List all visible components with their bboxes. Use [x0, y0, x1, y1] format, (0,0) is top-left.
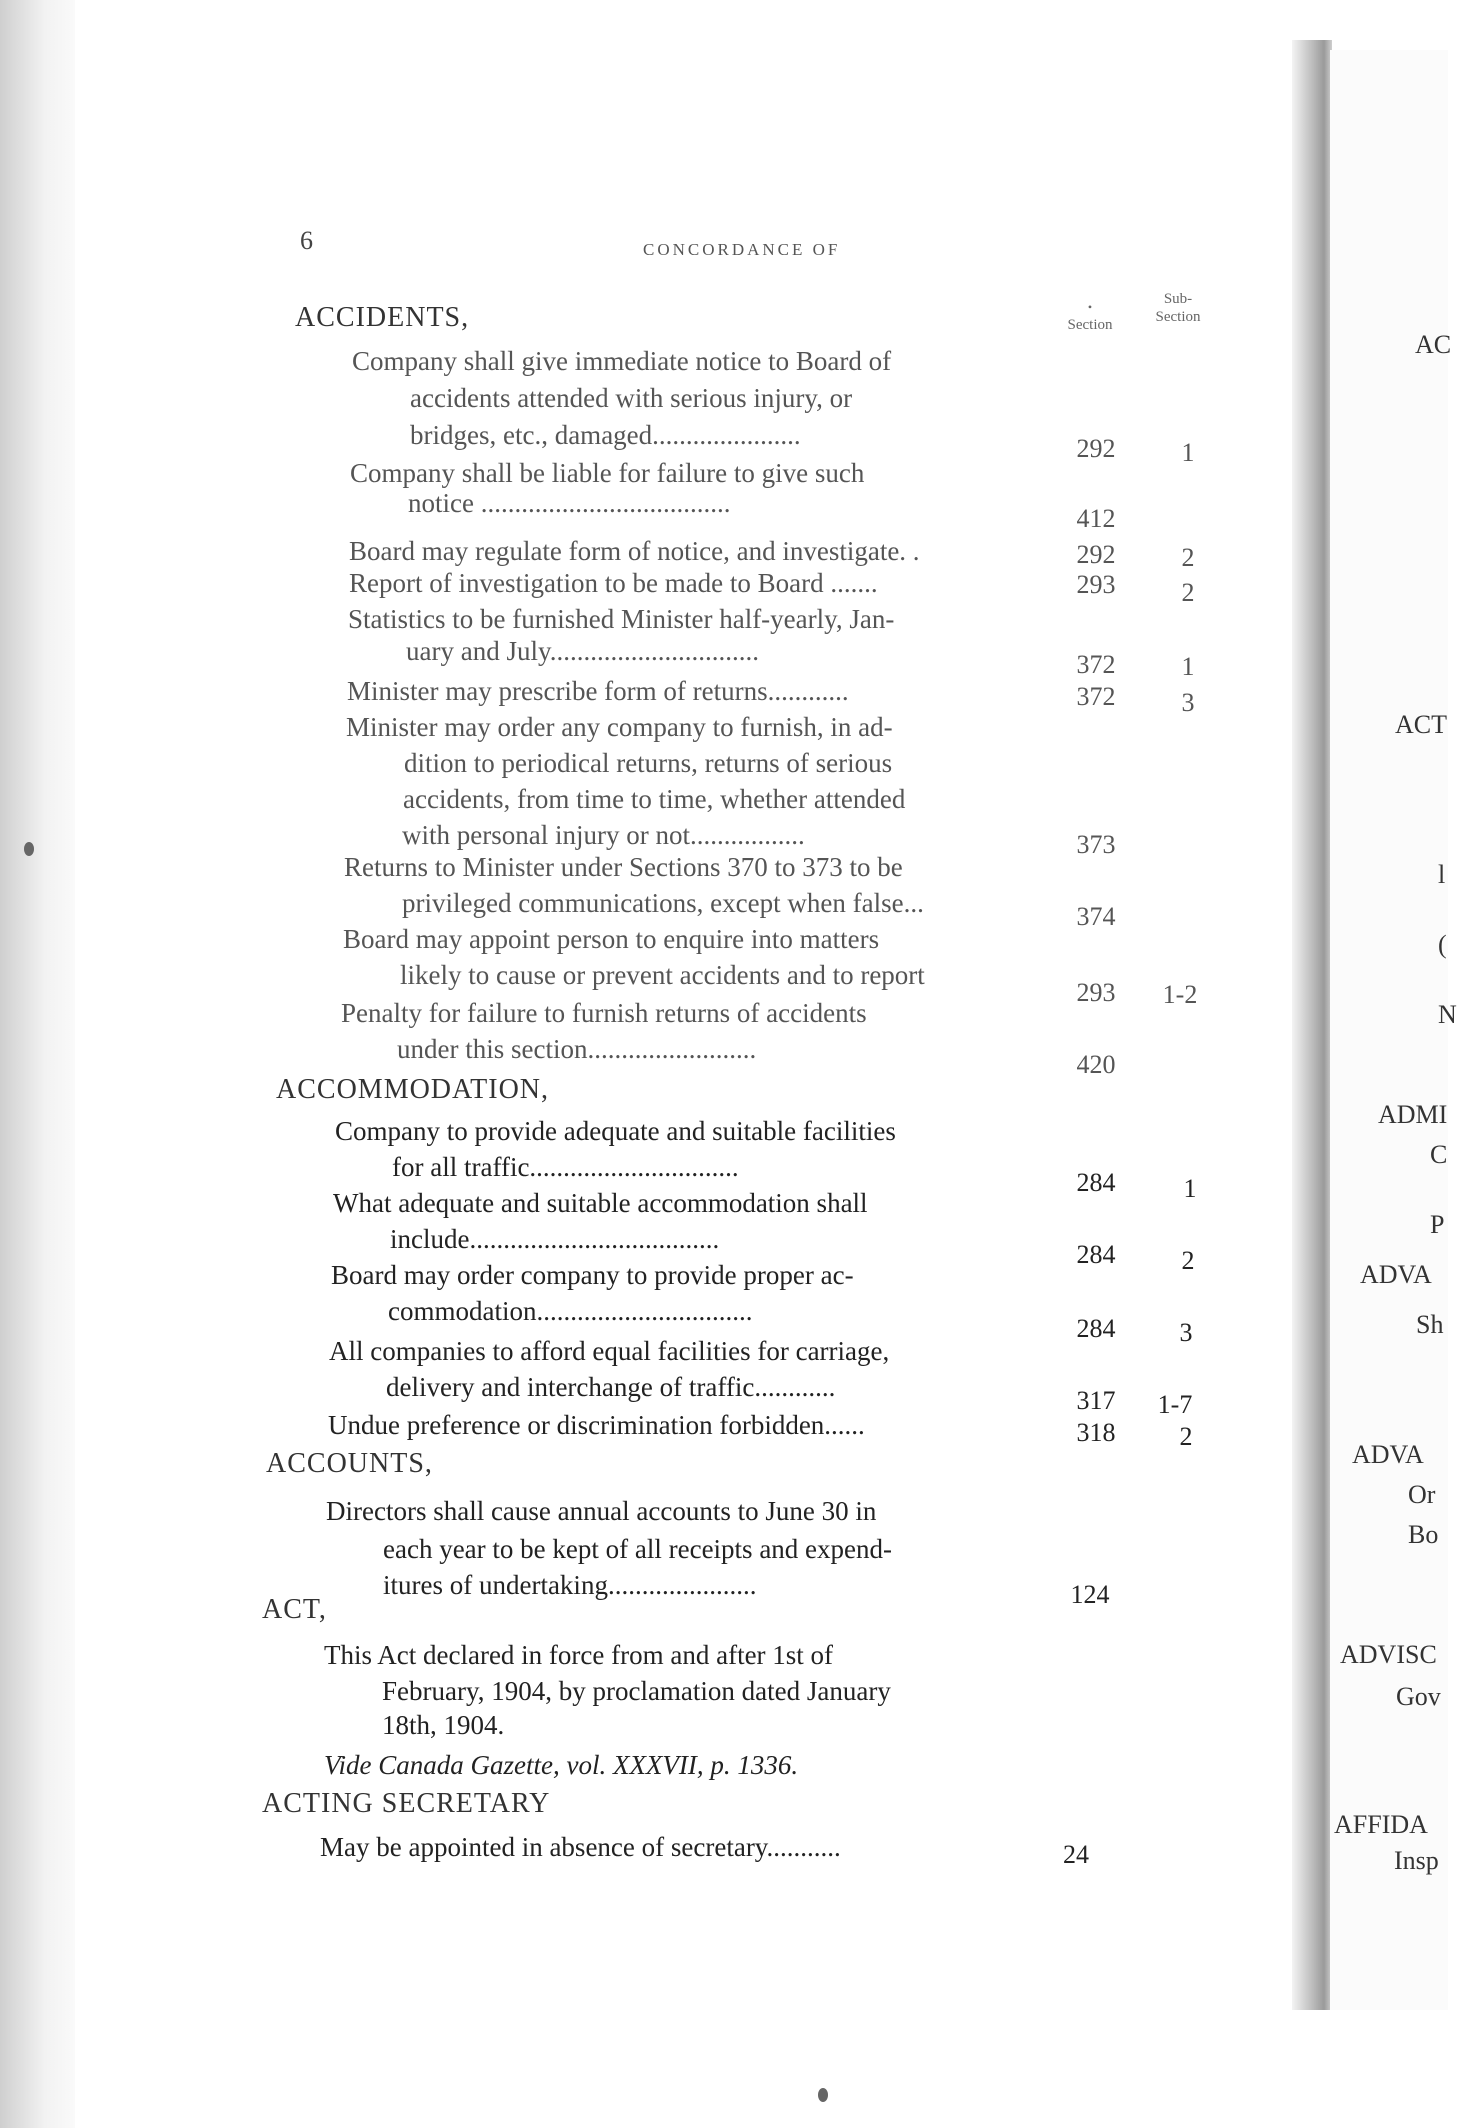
entry-line: notice .....................................	[408, 488, 731, 518]
section-number: 292	[1076, 540, 1116, 569]
entry-line: Minister may order any company to furnish, in ad-	[346, 712, 893, 742]
entry-line: delivery and interchange of traffic............	[386, 1372, 836, 1402]
sub-section-number: 2	[1181, 543, 1195, 572]
facing-fragment: Sh	[1416, 1310, 1444, 1339]
sub-section-column-header: Sub- Section	[1155, 291, 1201, 325]
facing-fragment: (	[1438, 930, 1447, 959]
page-gutter	[1292, 40, 1332, 2010]
section-heading-accounts: ACCOUNTS,	[266, 1448, 433, 1479]
sub-section-number: 1-2	[1162, 980, 1198, 1009]
entry-line: itures of undertaking......................	[383, 1570, 757, 1600]
section-number: 374	[1076, 902, 1116, 931]
section-number: 293	[1076, 978, 1116, 1007]
section-number: 317	[1076, 1386, 1116, 1415]
facing-fragment: Insp	[1394, 1846, 1439, 1875]
entry-line: uary and July...............................	[406, 636, 759, 666]
facing-fragment: Bo	[1408, 1520, 1439, 1549]
section-number: 372	[1076, 682, 1116, 711]
entry-line: for all traffic...............................	[392, 1152, 739, 1182]
section-number: 24	[1063, 1840, 1089, 1869]
section-column-header: • Section	[1067, 300, 1113, 333]
scan-smudge	[818, 2088, 828, 2102]
entry-line: Company to provide adequate and suitable facilities	[335, 1116, 896, 1146]
facing-fragment: ADVISC	[1340, 1640, 1437, 1669]
section-heading-act: ACT,	[262, 1594, 327, 1625]
entry-line: Penalty for failure to furnish returns of accidents	[341, 998, 867, 1028]
section-heading-accidents: ACCIDENTS,	[295, 302, 470, 333]
section-number: 372	[1076, 650, 1116, 679]
entry-line: bridges, etc., damaged......................	[410, 420, 801, 450]
entry-line: All companies to afford equal facilities for carriage,	[329, 1336, 890, 1366]
sub-section-number: 3	[1179, 1318, 1193, 1347]
section-number: 318	[1076, 1418, 1116, 1447]
running-head: CONCORDANCE OF	[643, 240, 841, 259]
entry-line: Minister may prescribe form of returns............	[347, 676, 849, 706]
entry-line: Board may appoint person to enquire into matters	[343, 924, 880, 954]
section-number: 373	[1076, 830, 1116, 859]
facing-fragment: C	[1430, 1140, 1448, 1169]
sub-section-number: 1-7	[1157, 1390, 1193, 1419]
entry-line: privileged communications, except when false...	[402, 888, 924, 918]
entry-line: accidents attended with serious injury, or	[410, 383, 853, 413]
entry-line: under this section.........................	[397, 1034, 757, 1064]
entry-line: This Act declared in force from and after 1st of	[324, 1640, 834, 1670]
entry-line: dition to periodical returns, returns of serious	[404, 748, 893, 778]
entry-line: Statistics to be furnished Minister half-yearly, Jan-	[348, 604, 895, 634]
scan-smudge	[24, 842, 34, 856]
facing-fragment: ADMI	[1378, 1100, 1448, 1129]
facing-fragment: Gov	[1396, 1682, 1441, 1711]
sub-section-number: 2	[1181, 578, 1195, 607]
sub-section-number: 2	[1179, 1422, 1193, 1451]
entry-line: Company shall give immediate notice to Board of	[352, 346, 892, 376]
facing-fragment: l	[1438, 860, 1446, 889]
entry-line: February, 1904, by proclamation dated January	[382, 1676, 891, 1706]
section-number: 284	[1076, 1240, 1116, 1269]
entry-line: What adequate and suitable accommodation shall	[333, 1188, 868, 1218]
sub-section-number: 1	[1181, 652, 1195, 681]
entry-line: likely to cause or prevent accidents and to report	[400, 960, 925, 990]
facing-fragment: N	[1438, 1000, 1457, 1029]
section-number: 124	[1070, 1580, 1110, 1609]
facing-fragment: ACT	[1395, 710, 1447, 739]
sub-section-number: 1	[1183, 1174, 1197, 1203]
entry-line: Report of investigation to be made to Board .......	[349, 568, 878, 598]
facing-fragment: AFFIDA	[1334, 1810, 1428, 1839]
facing-fragment: ADVA	[1352, 1440, 1424, 1469]
entry-line: include.....................................	[390, 1224, 720, 1254]
entry-line: 18th, 1904.	[382, 1710, 505, 1740]
entry-line: Board may regulate form of notice, and investigate. .	[349, 536, 920, 566]
section-number: 420	[1076, 1050, 1116, 1079]
section-heading-accommodation: ACCOMMODATION,	[276, 1074, 550, 1105]
entry-line: accidents, from time to time, whether attended	[403, 784, 906, 814]
facing-fragment: ADVA	[1360, 1260, 1432, 1289]
section-number: 293	[1076, 570, 1116, 599]
citation-line: Vide Canada Gazette, vol. XXXVII, p. 1336.	[324, 1750, 799, 1780]
entry-line: Undue preference or discrimination forbidden......	[328, 1410, 865, 1440]
facing-fragment: P	[1430, 1210, 1445, 1239]
section-number: 284	[1076, 1314, 1116, 1343]
facing-fragment: AC	[1415, 330, 1452, 359]
entry-line: Board may order company to provide proper ac-	[331, 1260, 854, 1290]
entry-line: each year to be kept of all receipts and expend-	[383, 1534, 893, 1564]
sub-section-number: 1	[1181, 438, 1195, 467]
entry-line: Directors shall cause annual accounts to June 30 in	[326, 1496, 877, 1526]
entry-line: with personal injury or not.................	[402, 820, 805, 850]
facing-page	[1330, 50, 1457, 2010]
entry-line: Returns to Minister under Sections 370 to 373 to be	[344, 852, 903, 882]
entry-line: commodation................................	[388, 1296, 753, 1326]
facing-fragment: Or	[1408, 1480, 1436, 1509]
book-edge-shadow	[0, 0, 75, 2128]
entry-line: Company shall be liable for failure to give such	[350, 458, 865, 488]
section-number: 284	[1076, 1168, 1116, 1197]
entry-line: May be appointed in absence of secretary...........	[320, 1832, 841, 1862]
section-heading-acting-secretary: ACTING SECRETARY	[262, 1788, 551, 1819]
sub-section-number: 2	[1181, 1246, 1195, 1275]
section-number: 412	[1076, 504, 1116, 533]
section-number: 292	[1076, 434, 1116, 463]
sub-section-number: 3	[1181, 688, 1195, 717]
page-number: 6	[300, 226, 313, 255]
